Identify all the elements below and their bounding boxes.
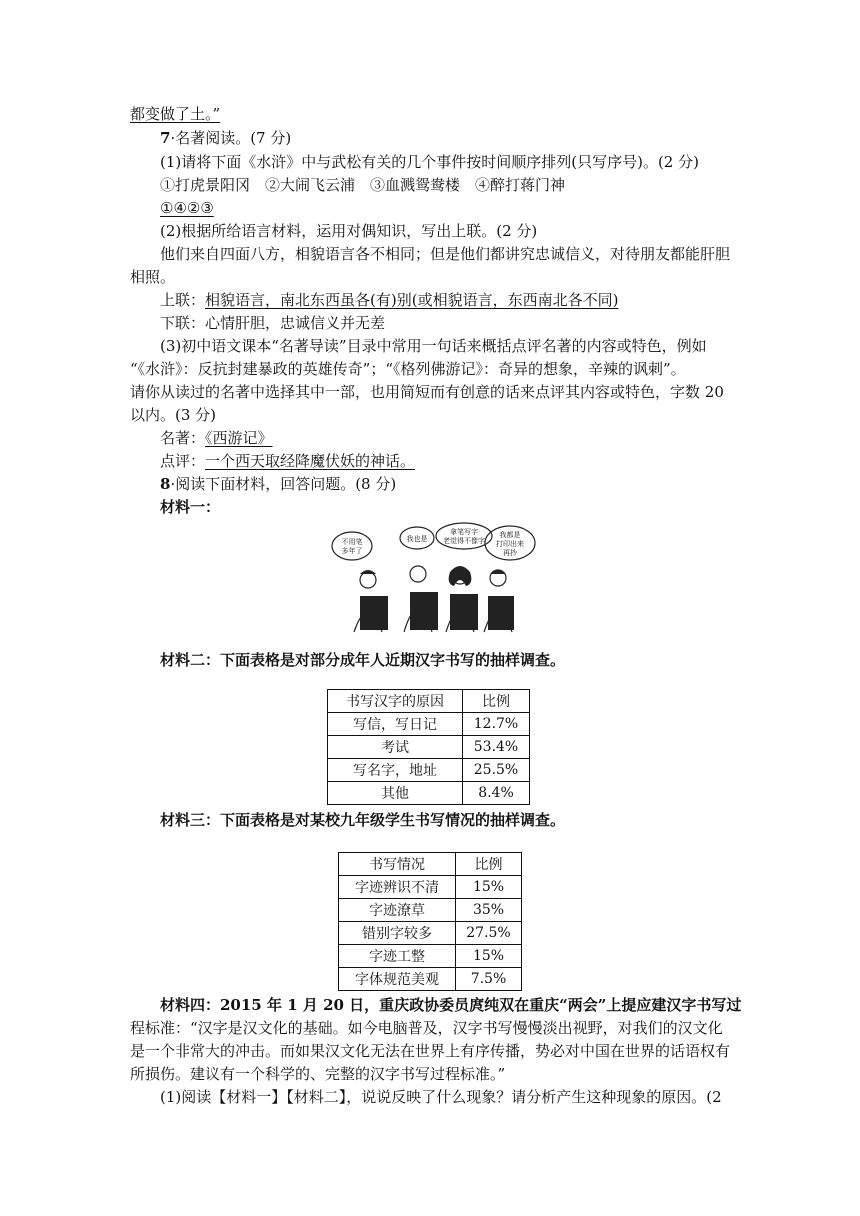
table-cell: 字迹潦草 [339,899,456,922]
question-7-heading [160,128,291,148]
table-cell: 35% [456,899,522,922]
material-label: 材料二：下面表格是对部分成年人近期汉字书写的抽样调查。 [160,651,566,669]
header-cell: 比例 [463,690,530,713]
question-title: ·阅读下面材料，回答问题。(8 分) [170,475,397,493]
bubble-text: 老觉得不像字 [443,537,485,545]
table-header-row [339,853,522,876]
bubble-text: 多年了 [341,547,363,555]
table-row [328,759,530,782]
text-line: 他们来自四面八方，相貌语言各不相同；但是他们都讲究忠诚信义，对待朋友都能肝胆 [160,245,731,263]
question-title: ·名著阅读。(7 分) [170,129,292,147]
sub-question: (3)初中语文课本“名著导读”目录中常用一句话来概括点评名著的内容或特色，例如 [160,337,707,355]
table-row [339,945,522,968]
table-cell: 8.4% [463,782,530,805]
answer-text: 《西游记》 [205,429,273,447]
text-line: 请你从读过的名著中选择其中一部，也用简短而有创意的话来点评其内容或特色，字数 20 [130,383,724,401]
table-cell: 字迹辨识不清 [339,876,456,899]
table-header-row [328,690,530,713]
table-cell: 字迹工整 [339,945,456,968]
speech-bubble [436,523,492,549]
upper-couplet [160,290,618,310]
table-cell: 15% [456,876,522,899]
lower-couplet: 下联：心情肝胆，忠诚信义并无差 [160,314,386,332]
text-line: 是一个非常大的冲击。而如果汉文化无法在世界上有序传播，势必对中国在世界的话语权有 [130,1042,731,1060]
table-row [339,899,522,922]
bubble-text: 打印出来 [496,540,524,548]
table-cell: 错别字较多 [339,922,456,945]
event-list: ①打虎景阳冈 ②大闹飞云浦 ③血溅鸳鸯楼 ④醉打蒋门神 [160,176,566,194]
hair [449,566,472,586]
answer-text: 相貌语言，南北东西虽各(有)别(或相貌语言，东西南北各不同) [205,291,619,309]
table-cell: 考试 [328,736,463,759]
sub-question: (1)阅读【材料一】【材料二】，说说反映了什么现象？请分析产生这种现象的原因。(2 [160,1088,722,1106]
bubble-text: 再抄 [503,549,517,557]
text-line: 程标准：“汉字是汉文化的基础。如今电脑普及，汉字书写慢慢淡出视野，对我们的汉文化 [130,1019,723,1037]
person-head [410,566,426,582]
material-label: 材料四：2015 年 1 月 20 日，重庆政协委员庹纯双在重庆“两会”上提应建汉字书写过 [160,996,742,1014]
sub-question: (2)根据所给语言材料，运用对偶知识，写出上联。(2 分) [160,222,538,240]
bubble-text: 不用笔 [341,538,363,546]
question-8-heading [160,474,396,494]
laptop-icon [410,592,438,630]
table-cell: 写信，写日记 [328,713,463,736]
text-line: 都变做了土。” [130,105,221,123]
question-number: 8 [160,475,171,493]
question-number: 7 [160,129,171,147]
hair [490,570,506,574]
text-line: 以内。(3 分) [130,406,217,424]
material-label: 材料三：下面表格是对某校九年级学生书写情况的抽样调查。 [160,811,566,829]
table-row [328,782,530,805]
table-cell: 53.4% [463,736,530,759]
table-cell: 27.5% [456,922,522,945]
hair [360,570,376,574]
table-cell: 写名字，地址 [328,759,463,782]
table-cell: 25.5% [463,759,530,782]
laptop-icon [450,594,478,630]
speech-bubble [332,532,372,560]
laptop-icon [360,596,388,630]
bubble-text: 拿笔写字 [450,528,478,536]
answer-text: ①④②③ [160,199,214,217]
person-head [360,572,376,588]
table-cell: 15% [456,945,522,968]
material-label: 材料一： [160,498,221,516]
survey-table-adults [327,689,530,805]
sub-question: (1)请将下面《水浒》中与武松有关的几个事件按时间顺序排列(只写序号)。(2 分) [160,153,699,171]
comment-answer [160,451,415,471]
header-cell: 比例 [456,853,522,876]
header-cell: 书写情况 [339,853,456,876]
text-line: “《水浒》：反抗封建暴政的英雄传奇”；“《格列佛游记》：奇异的想象，辛辣的讽刺”。 [130,360,686,378]
laptop-icon [488,596,514,630]
table-row [328,736,530,759]
cartoon-illustration [330,522,540,634]
material-4-text [160,995,741,1015]
text-line: 相照。 [130,268,176,286]
answer-text: 一个西天取经降魔伏妖的神话。 [205,452,416,470]
table-cell: 其他 [328,782,463,805]
table-row [339,876,522,899]
bubble-text: 我都是 [499,531,521,539]
table-cell: 12.7% [463,713,530,736]
label: 点评： [160,452,206,470]
survey-table-students [338,852,522,991]
table-cell: 7.5% [456,968,522,991]
header-cell: 书写汉字的原因 [328,690,463,713]
table-row [328,713,530,736]
label: 名著： [160,429,206,447]
label: 上联： [160,291,206,309]
bubble-text: 我也是 [406,535,428,543]
book-answer [160,428,273,448]
table-row [339,968,522,991]
text-line: 所损伤。建议有一个科学的、完整的汉字书写过程标准。” [130,1065,506,1083]
table-row [339,922,522,945]
table-cell: 字体规范美观 [339,968,456,991]
